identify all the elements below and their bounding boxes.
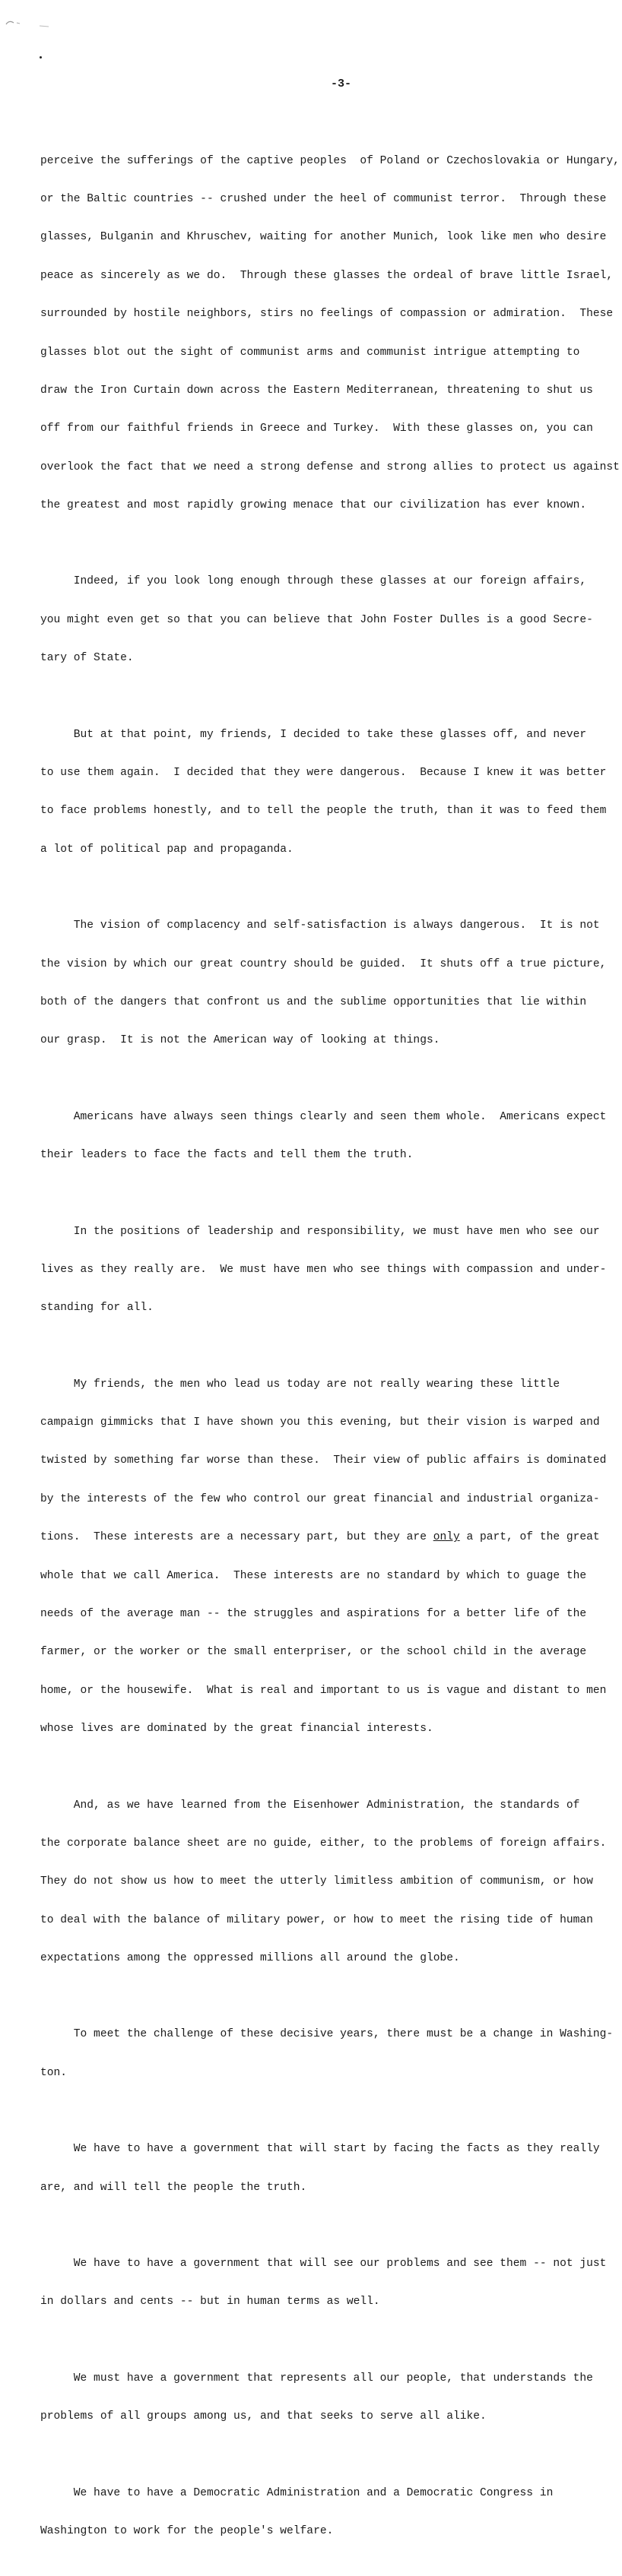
- paragraph-3: [40, 703, 607, 881]
- text-line: expectations among the oppressed millions all around the globe.: [40, 1952, 460, 1965]
- text-line: to use them again. I decided that they were dangerous. Because I knew it was better: [40, 767, 607, 780]
- text-line: whose lives are dominated by the great financial interests.: [40, 1723, 433, 1736]
- underlined-word: only: [433, 1531, 460, 1544]
- text-line: home, or the housewife. What is real and important to us is vague and distant to men: [40, 1684, 607, 1697]
- text-line: overlook the fact that we need a strong defense and strong allies to protect us against: [40, 460, 620, 473]
- text-line: And, as we have learned from the Eisenhower Administration, the standards of: [40, 1799, 580, 1812]
- text-line: We have to have a Democratic Administration and a Democratic Congress in: [40, 2486, 554, 2499]
- paragraph-1: [40, 129, 620, 538]
- text-line: Indeed, if you look long enough through these glasses at our foreign affairs,: [40, 575, 587, 588]
- text-line: twisted by something far worse than these. Their view of public affairs is dominated: [40, 1454, 607, 1467]
- text-line: draw the Iron Curtain down across the Eastern Mediterranean, threatening to shut us: [40, 384, 593, 397]
- text-line: in dollars and cents -- but in human terms as well.: [40, 2296, 380, 2309]
- text-line: They do not show us how to meet the utterly limitless ambition of communism, or how: [40, 1875, 593, 1888]
- text-line: farmer, or the worker or the small enterpriser, or the school child in the average: [40, 1646, 587, 1659]
- paragraph-10: [40, 2118, 600, 2220]
- page-number: -3-: [331, 78, 352, 90]
- text-line: by the interests of the few who control our great financial and industrial organiza-: [40, 1492, 600, 1505]
- text-line: glasses, Bulganin and Khruschev, waiting for another Munich, look like men who desire: [40, 231, 607, 244]
- text-line: To meet the challenge of these decisive years, there must be a change in Washing-: [40, 2028, 614, 2041]
- text-line: But at that point, my friends, I decided to take these glasses off, and never: [40, 728, 587, 741]
- text-line: lives as they really are. We must have men who see things with compassion and under-: [40, 1263, 607, 1276]
- text-line: Americans have always seen things clearly and seen them whole. Americans expect: [40, 1110, 607, 1123]
- text-line: the greatest and most rapidly growing menace that our civilization has ever known.: [40, 499, 587, 512]
- text-line: The vision of complacency and self-satisfaction is always dangerous. It is not: [40, 919, 600, 932]
- text-line: our grasp. It is not the American way of looking at things.: [40, 1034, 440, 1047]
- text-line: the corporate balance sheet are no guide, either, to the problems of foreign affairs.: [40, 1837, 607, 1850]
- text-line: to deal with the balance of military power, or how to meet the rising tide of human: [40, 1913, 593, 1926]
- scan-smudge-mark: [5, 17, 55, 27]
- text-line: ton.: [40, 2066, 68, 2079]
- paragraph-7: [40, 1353, 607, 1761]
- text-line: glasses blot out the sight of communist arms and communist intrigue attempting to: [40, 346, 580, 359]
- paragraph-4: [40, 894, 607, 1073]
- paragraph-2: [40, 550, 595, 691]
- text-line: peace as sincerely as we do. Through these glasses the ordeal of brave little Israel,: [40, 269, 614, 282]
- text-line: are, and will tell the people the truth.: [40, 2181, 307, 2194]
- paragraph-12: [40, 2347, 595, 2448]
- paragraph-11: [40, 2232, 607, 2334]
- text-line: the vision by which our great country should be guided. It shuts off a true picture,: [40, 957, 607, 970]
- text-line: We have to have a government that will start by facing the facts as they really: [40, 2143, 600, 2156]
- text-line: surrounded by hostile neighbors, stirs no feelings of compassion or admiration. These: [40, 308, 614, 321]
- margin-dot: [40, 56, 42, 59]
- paragraph-6: [40, 1200, 607, 1340]
- text-line: needs of the average man -- the struggles and aspirations for a better life of the: [40, 1608, 587, 1620]
- text-line: or the Baltic countries -- crushed under the heel of communist terror. Through these: [40, 192, 607, 205]
- paragraph-8: [40, 1774, 607, 1991]
- text-line: both of the dangers that confront us and the sublime opportunities that lie within: [40, 995, 587, 1008]
- text-line: problems of all groups among us, and that seeks to serve all alike.: [40, 2410, 487, 2423]
- text-line: a lot of political pap and propaganda.: [40, 843, 294, 856]
- text-line-with-underline: tions. These interests are a necessary part, but they are only a part, of the great: [40, 1531, 600, 1544]
- text-line: you might even get so that you can believe that John Foster Dulles is a good Secre-: [40, 613, 593, 626]
- text-line: campaign gimmicks that I have shown you this evening, but their vision is warped and: [40, 1416, 600, 1429]
- text-line: off from our faithful friends in Greece and Turkey. With these glasses on, you can: [40, 422, 593, 435]
- text-line: In the positions of leadership and responsibility, we must have men who see our: [40, 1225, 600, 1238]
- text-line: to face problems honestly, and to tell the people the truth, than it was to feed them: [40, 805, 607, 818]
- text-line: We must have a government that represents all our people, that understands the: [40, 2372, 593, 2385]
- text-line: tary of State.: [40, 652, 134, 665]
- text-line: perceive the sufferings of the captive peoples of Poland or Czechoslovakia or Hungary,: [40, 154, 620, 167]
- paragraph-5: [40, 1085, 607, 1187]
- paragraph-9: [40, 2003, 614, 2105]
- text-line: standing for all.: [40, 1302, 154, 1315]
- text-line: Washington to work for the people's welfare.: [40, 2524, 334, 2537]
- text-line: My friends, the men who lead us today are not really wearing these little: [40, 1378, 560, 1391]
- text-line: We have to have a government that will see our problems and see them -- not just: [40, 2258, 607, 2271]
- text-line: whole that we call America. These interests are no standard by which to guage the: [40, 1569, 587, 1582]
- body-text: [40, 129, 620, 2576]
- text-line: their leaders to face the facts and tell them the truth.: [40, 1149, 414, 1162]
- paragraph-13: [40, 2461, 595, 2563]
